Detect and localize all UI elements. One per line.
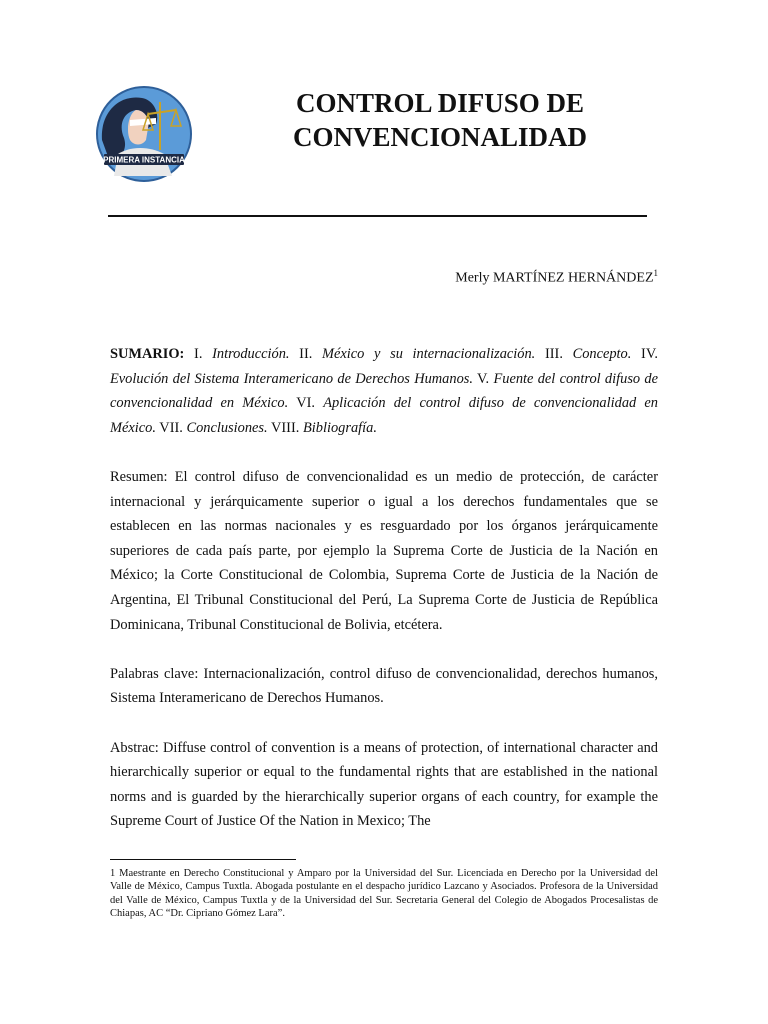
logo-text: PRIMERA INSTANCIA <box>103 155 185 165</box>
footnote: 1 Maestrante en Derecho Constitucional y Amparo por la Universidad del Sur. Licenciada en Derecho por la Universidad del Valle de México, Campus Tuxtla. Abogada postulante en el despacho jurídico Lazcano y Asociados. Profesora de la Universidad del Valle de México, Campus Tuxtla y de la Universidad del Sur. Secretaria General del Colegio de Abogados Procesalistas de Chiapas, AC “Dr. Cipriano Gómez Lara”. <box>110 868 658 920</box>
document-title <box>230 86 650 154</box>
sumario-item: Bibliografía. <box>302 419 377 436</box>
sumario-item: Fuente del control difuso de convencionalidad en México. <box>110 370 658 412</box>
sumario-item: Concepto. <box>572 346 632 362</box>
title-line-2: CONVENCIONALIDAD <box>292 122 588 152</box>
abstract-paragraph: Abstrac: Diffuse control of convention is a means of protection, of international character and hierarchically superior or equal to the fundamental rights that are established in the national norms and is guarded by the hierarchically superior organs of each country, for example the Supreme Court of Justice Of the Nation in Mexico; The <box>110 739 658 830</box>
footnote-divider <box>110 859 296 860</box>
sumario-paragraph <box>110 342 658 440</box>
sumario-num: III. <box>544 346 563 362</box>
sumario-item: Evolución del Sistema Interamericano de Derechos Humanos. <box>110 370 473 387</box>
sumario-label: SUMARIO: <box>110 346 185 362</box>
sumario-num: I. <box>194 346 203 362</box>
sumario-item: México y su internacionalización. <box>322 346 536 362</box>
sumario-num: VIII. <box>270 419 300 436</box>
sumario-item: Aplicación del control difuso de convencionalidad en México. <box>110 395 658 436</box>
document-body <box>110 342 658 858</box>
title-divider <box>108 215 647 217</box>
sumario-num: V. <box>477 370 490 387</box>
sumario-num: IV. <box>641 346 658 362</box>
footnote-reference: 1 <box>653 268 658 278</box>
primera-instancia-logo <box>90 84 198 184</box>
author-line <box>455 268 658 287</box>
sumario-num: VI. <box>296 395 315 412</box>
sumario-num: II. <box>299 346 313 362</box>
palabras-clave-paragraph: Palabras clave: Internacionalización, control difuso de convencionalidad, derechos humanos, Sistema Interamericano de Derechos Humanos. <box>110 665 658 707</box>
resumen-paragraph: Resumen: El control difuso de convencionalidad es un medio de protección, de carácter internacional y jerárquicamente superior o igual a los derechos fundamentales que se establecen en las normas nacionales y es resguardado por los órganos jerárquicamente superiores de cada país parte, por ejemplo la Suprema Corte de Justicia de la Nación en México; la Corte Constitucional de Colombia, Suprema Corte de Justicia de la Nación de Argentina, El Tribunal Constitucional del Perú, La Suprema Corte de Justicia de República Dominicana, Tribunal Constitucional de Bolivia, etcétera. <box>110 468 658 633</box>
sumario-item: Conclusiones. <box>186 419 268 436</box>
sumario-num: VII. <box>159 419 183 436</box>
title-line-1: CONTROL DIFUSO DE <box>295 88 585 118</box>
author-name: Merly MARTÍNEZ HERNÁNDEZ <box>455 270 654 286</box>
sumario-item: Introducción. <box>212 346 290 362</box>
